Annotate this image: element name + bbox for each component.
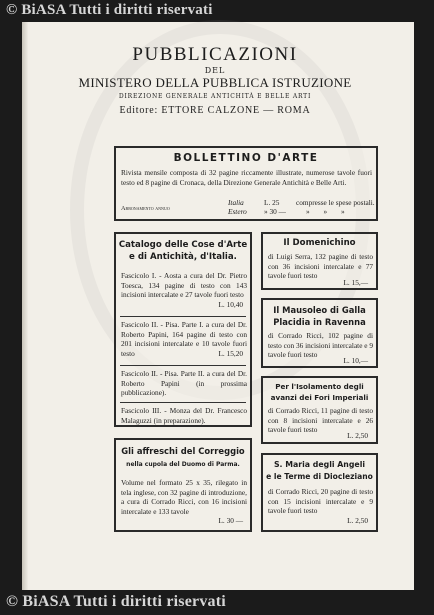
fascicolo-3-text: Fascicolo II. - Pisa. Parte II. a cura del Dr. Roberto Papini (in prossima pubblicazione). (121, 369, 247, 398)
abroad-price: » 30 — (264, 207, 286, 216)
mausoleo-price: L. 10,— (343, 356, 368, 365)
diocleziano-box (261, 453, 378, 532)
mausoleo-box (261, 298, 378, 368)
fascicolo-2-price: L. 15,20 (218, 349, 243, 358)
catalogo-title-line1: Catalogo delle Cose d'Arte (118, 240, 248, 250)
diocleziano-description: di Corrado Ricci, 20 pagine di testo con 15 incisioni intercalate e 9 tavole fuori testo (268, 487, 373, 516)
fascicolo-2-text: Fascicolo II. - Pisa. Parte I. a cura del Dr. Roberto Papini, 164 pagine di testo con 201 incisioni intercalate e 10 tavole fuori testo (121, 320, 247, 358)
correggio-description: Volume nel formato 25 x 35, rilegato in tela inglese, con 32 pagine di introduzione, a cura di Corrado Ricci, con 16 incisioni intercalate e 133 tavole (121, 478, 247, 516)
fascicolo-1-price: L. 10,40 (218, 300, 243, 309)
fascicolo-1-text: Fascicolo I. - Aosta a cura del Dr. Pietro Toesca, 134 pagine di testo con 143 incisioni intercalate e 27 tavole fuori testo (121, 271, 247, 300)
fori-description: di Corrado Ricci, 11 pagine di testo con 8 incisioni intercalate e 26 tavole fuori testo (268, 406, 373, 435)
catalogo-title-line2: e di Antichità, d'Italia. (129, 252, 237, 262)
divider (120, 365, 246, 366)
domenichino-description: di Luigi Serra, 132 pagine di testo con 36 incisioni intercalate e 77 tavole fuori testo (268, 252, 373, 281)
correggio-subtitle: nella cupola del Duomo di Parma. (126, 461, 240, 468)
fori-price: L. 2,50 (347, 431, 368, 440)
diocleziano-title-line2: e le Terme di Diocleziano (266, 472, 373, 481)
header-del: DEL (204, 66, 226, 75)
ministry-name: MINISTERO DELLA PUBBLICA ISTRUZIONE (78, 75, 352, 90)
mausoleo-title-line2: Placidia in Ravenna (273, 317, 366, 327)
direction-name: DIREZIONE GENERALE ANTICHITÀ E BELLE ARTI (118, 93, 312, 100)
diocleziano-title-line1: S. Maria degli Angeli (273, 460, 366, 469)
abroad-label: Estero (228, 207, 247, 216)
italy-label: Italia (228, 198, 244, 207)
publisher-line: Editore: ETTORE CALZONE — ROMA (119, 105, 311, 116)
correggio-price: L. 30 — (218, 516, 243, 525)
abroad-ditto: » » » (306, 207, 351, 216)
bollettino-box (114, 146, 378, 221)
mausoleo-title-line1: Il Mausoleo di Galla (273, 305, 366, 315)
page-title: PUBBLICAZIONI (132, 44, 298, 65)
catalogo-box (114, 232, 252, 427)
correggio-title: Gli affreschi del Correggio (121, 446, 245, 456)
diocleziano-price: L. 2,50 (347, 516, 368, 525)
bollettino-description: Rivista mensile composta di 32 pagine riccamente illustrate, numerose tavole fuori testo ed 8 pagine di Cronaca, della Direzione Generale Antichità e Belle Arti. (121, 168, 372, 187)
fori-title-line2: avanzi dei Fori Imperiali (270, 393, 369, 402)
subscription-label: Abbonamento annuo (121, 205, 170, 212)
divider (120, 402, 246, 403)
domenichino-box (261, 232, 378, 290)
divider (120, 316, 246, 317)
domenichino-price: L. 15,— (343, 278, 368, 287)
fori-box (261, 376, 378, 444)
fori-title-line1: Per l'Isolamento degli (275, 382, 364, 391)
fascicolo-4-text: Fascicolo III. - Monza del Dr. Francesco Malaguzzi (in preparazione). (121, 406, 247, 425)
mausoleo-description: di Corrado Ricci, 102 pagine di testo con 36 incisioni intercalate e 9 tavole fuori testo (268, 331, 373, 360)
bollettino-title: BOLLETTINO D'ARTE (173, 152, 319, 164)
correggio-box (114, 438, 252, 532)
page-spine-shadow (22, 22, 28, 590)
domenichino-title: Il Domenichino (283, 238, 356, 248)
copyright-watermark-bottom: © BiASA Tutti i diritti riservati (6, 593, 226, 610)
copyright-watermark-top: © BiASA Tutti i diritti riservati (6, 2, 213, 18)
italy-price: L. 25 (264, 198, 280, 207)
postage-note: compresse le spese postali. (296, 198, 375, 207)
